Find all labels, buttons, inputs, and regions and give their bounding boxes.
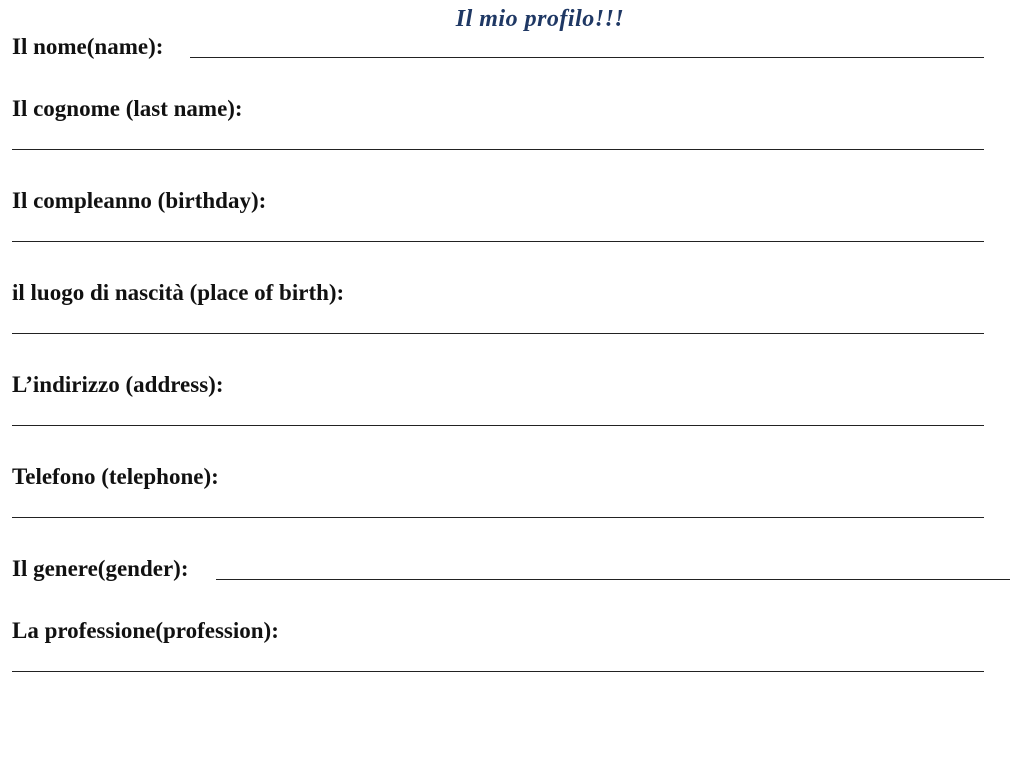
profession-label: La professione(profession): — [12, 618, 279, 643]
birthday-label: Il compleanno (birthday): — [12, 188, 267, 213]
page-title: Il mio profilo!!! — [455, 6, 625, 32]
last-name-label: Il cognome (last name): — [12, 96, 243, 121]
telephone-line[interactable] — [12, 517, 984, 518]
last-name-line[interactable] — [12, 149, 984, 150]
place-of-birth-line[interactable] — [12, 333, 984, 334]
name-line[interactable] — [190, 57, 984, 58]
birthday-line[interactable] — [12, 241, 984, 242]
profession-line[interactable] — [12, 671, 984, 672]
place-of-birth-label: il luogo di nascità (place of birth): — [12, 280, 345, 305]
gender-label: Il genere(gender): — [12, 556, 189, 581]
address-line[interactable] — [12, 425, 984, 426]
address-label: L’indirizzo (address): — [12, 372, 224, 397]
gender-line[interactable] — [216, 579, 1010, 580]
name-label: Il nome(name): — [12, 34, 164, 59]
telephone-label: Telefono (telephone): — [12, 464, 219, 489]
